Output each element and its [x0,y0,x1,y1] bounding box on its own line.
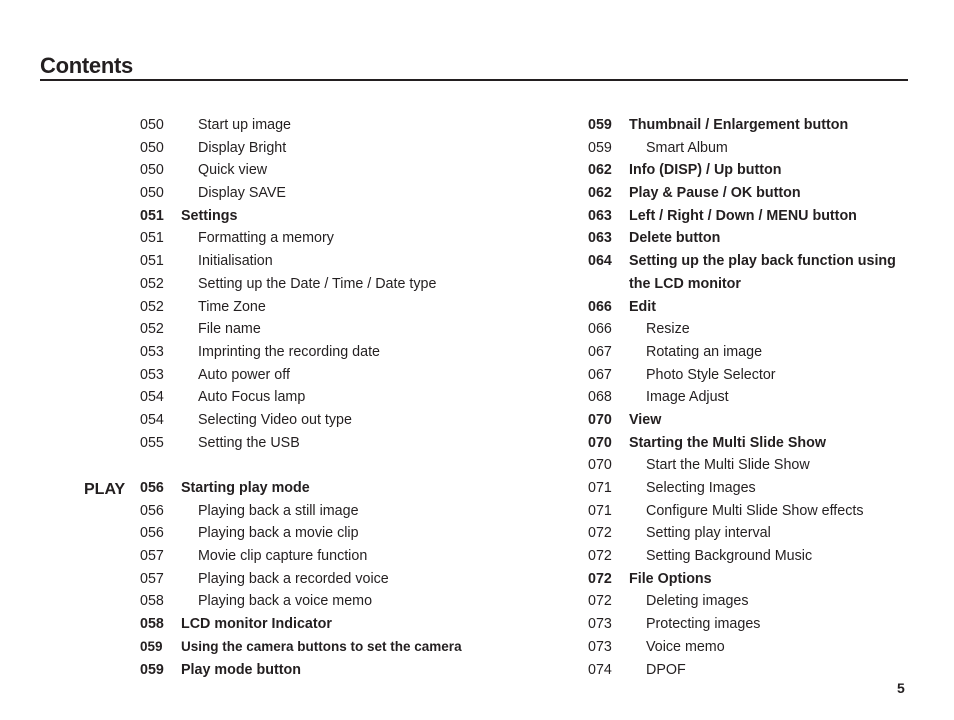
toc-entry[interactable] [140,364,560,387]
toc-entry-label: Smart Album [646,139,728,156]
toc-entry-label: Configure Multi Slide Show effects [646,502,864,519]
toc-page-number: 051 [140,207,164,224]
toc-page-number: 050 [140,162,164,179]
toc-entry[interactable] [588,159,908,182]
toc-entry-label: View [629,411,662,428]
toc-entry[interactable] [140,613,560,636]
toc-page-number: 071 [588,480,612,496]
toc-entry[interactable] [140,568,560,591]
toc-entry[interactable] [588,227,908,250]
toc-entry[interactable] [588,636,908,659]
toc-entry[interactable] [140,409,560,432]
toc-entry[interactable] [588,114,908,137]
toc-page-number: 063 [588,207,612,224]
toc-entry[interactable] [588,250,908,273]
toc-entry[interactable] [588,273,908,296]
toc-page-number: 053 [140,343,164,360]
toc-page-number: 059 [588,139,612,156]
toc-entry[interactable] [140,296,560,319]
toc-entry-label: Imprinting the recording date [198,343,380,360]
toc-page-number: 066 [588,321,612,338]
toc-entry-label: Movie clip capture function [198,548,368,565]
toc-page-number: 052 [140,321,164,338]
toc-page-number: 058 [140,593,164,610]
toc-entry-label: Voice memo [646,638,725,655]
toc-page-number: 072 [588,548,612,565]
toc-page-number: 052 [140,298,164,315]
toc-entry[interactable] [140,341,560,364]
toc-entry[interactable] [588,182,908,205]
toc-entry-label: DPOF [646,661,686,678]
toc-page-number: 056 [140,480,164,496]
toc-page-number: 070 [588,457,612,474]
toc-entry[interactable] [588,613,908,636]
toc-page-number: 062 [588,162,612,179]
toc-entry[interactable] [140,182,560,205]
toc-entry[interactable] [588,205,908,228]
toc-entry[interactable] [140,522,560,545]
toc-entry-label: Selecting Video out type [198,411,352,428]
toc-entry-label: Playing back a still image [198,502,359,519]
toc-left-column [140,114,560,681]
toc-entry-label: Protecting images [646,616,761,633]
toc-entry[interactable] [588,432,908,455]
toc-entry-label: Start the Multi Slide Show [646,457,810,474]
toc-entry-label: Playing back a movie clip [198,525,359,542]
toc-entry[interactable] [140,659,560,682]
toc-entry[interactable] [588,386,908,409]
toc-entry[interactable] [588,477,908,500]
toc-entry[interactable] [140,227,560,250]
toc-page-number: 066 [588,298,612,315]
toc-entry-label: Edit [629,298,657,315]
toc-page-number: 063 [588,230,612,247]
toc-page-number: 074 [588,661,612,678]
toc-page-number: 059 [140,661,164,678]
toc-entry[interactable] [588,137,908,160]
toc-entry[interactable] [140,386,560,409]
toc-entry[interactable] [140,114,560,137]
toc-page-number: 055 [140,434,164,451]
toc-entry-label: Resize [646,321,690,338]
toc-page-number: 073 [588,616,612,633]
toc-entry[interactable] [140,273,560,296]
toc-entry[interactable] [588,545,908,568]
toc-entry[interactable] [588,318,908,341]
toc-entry-label: Photo Style Selector [646,366,776,383]
toc-entry-label: Image Adjust [646,389,729,406]
toc-entry[interactable] [588,364,908,387]
toc-entry-label: Setting the USB [198,434,300,451]
toc-page-number: 057 [140,570,164,587]
toc-entry-label: Setting play interval [646,525,771,542]
toc-entry-label: LCD monitor Indicator [181,616,332,633]
toc-entry[interactable] [140,636,560,659]
toc-entry[interactable] [588,296,908,319]
toc-entry-label: Setting up the play back function using [629,253,896,270]
toc-entry[interactable] [140,500,560,523]
toc-entry-label: Time Zone [198,298,266,315]
toc-page-number: 064 [588,253,612,270]
toc-entry-label: Play mode button [181,661,301,678]
toc-page-number: 062 [588,185,612,202]
toc-page-number: 051 [140,253,164,270]
toc-entry[interactable] [140,205,560,228]
toc-entry-label: Playing back a recorded voice [198,570,389,587]
toc-entry[interactable] [140,250,560,273]
toc-entry[interactable] [140,590,560,613]
toc-page-number: 072 [588,593,612,610]
toc-page-number: 053 [140,366,164,383]
page-title: Contents [40,53,133,78]
toc-entry[interactable] [140,318,560,341]
toc-page-number: 058 [140,616,164,633]
toc-entry-label: Setting Background Music [646,548,813,565]
toc-entry-label: Setting up the Date / Time / Date type [198,275,437,292]
toc-entry-label: Display SAVE [198,185,286,202]
toc-entry-label: Starting the Multi Slide Show [629,434,826,451]
toc-entry-label: Start up image [198,117,291,133]
toc-page-number: 068 [588,389,612,406]
title-rule [40,79,908,81]
toc-entry[interactable] [140,477,560,500]
toc-page-number: 051 [140,230,164,247]
toc-entry[interactable] [588,500,908,523]
toc-entry[interactable] [140,159,560,182]
toc-entry-label: Using the camera buttons to set the camera [181,638,462,654]
toc-page-number: 054 [140,389,164,406]
toc-entry[interactable] [588,659,908,682]
toc-right-column [588,114,908,681]
toc-entry-label: Selecting Images [646,480,756,496]
page-number: 5 [897,680,905,696]
toc-page-number: 059 [588,117,612,133]
toc-page-number: 072 [588,525,612,542]
toc-entry[interactable] [140,454,560,477]
toc-entry[interactable] [588,590,908,613]
toc-entry[interactable] [140,432,560,455]
toc-page-number: 054 [140,411,164,428]
toc-entry-label: Play & Pause / OK button [629,185,801,202]
toc-entry[interactable] [588,454,908,477]
toc-entry-label: Thumbnail / Enlargement button [629,117,849,133]
toc-page-number: 050 [140,185,164,202]
toc-entry-label: Formatting a memory [198,230,334,247]
toc-entry-label: Info (DISP) / Up button [629,162,782,179]
toc-entry-label: Auto power off [198,366,290,383]
toc-entry-label: File name [198,321,261,338]
toc-page-number: 070 [588,434,612,451]
toc-entry-label: Delete button [629,230,721,247]
toc-page-number: 067 [588,366,612,383]
toc-page-number: 070 [588,411,612,428]
toc-entry-label: Left / Right / Down / MENU button [629,207,857,224]
toc-entry-label: Rotating an image [646,343,763,360]
toc-entry-label: Starting play mode [181,480,310,496]
toc-entry[interactable] [588,568,908,591]
toc-page-number: 052 [140,275,164,292]
toc-page-number: 073 [588,638,612,655]
toc-entry-label: Quick view [198,162,268,179]
toc-entry-label: Deleting images [646,593,749,610]
toc-page-number: 050 [140,139,164,156]
toc-entry[interactable] [588,341,908,364]
toc-entry-label: Initialisation [198,253,273,270]
toc-page-number: 056 [140,502,164,519]
toc-page-number: 067 [588,343,612,360]
toc-page-number: 072 [588,570,612,587]
toc-page-number: 056 [140,525,164,542]
toc-page-number: 071 [588,502,612,519]
toc-page-number: 059 [140,638,163,654]
toc-entry-label: Settings [181,207,238,224]
section-label-play: PLAY [84,481,126,498]
toc-page-number: 050 [140,117,164,133]
toc-entry[interactable] [588,409,908,432]
toc-entry-label: Auto Focus lamp [198,389,306,406]
toc-entry-label: the LCD monitor [629,275,741,292]
toc-page-number: 057 [140,548,164,565]
toc-entry-label: File Options [629,570,712,587]
toc-entry-label: Playing back a voice memo [198,593,373,610]
toc-entry-label: Display Bright [198,139,287,156]
toc-entry[interactable] [140,137,560,160]
toc-entry[interactable] [588,522,908,545]
toc-entry[interactable] [140,545,560,568]
